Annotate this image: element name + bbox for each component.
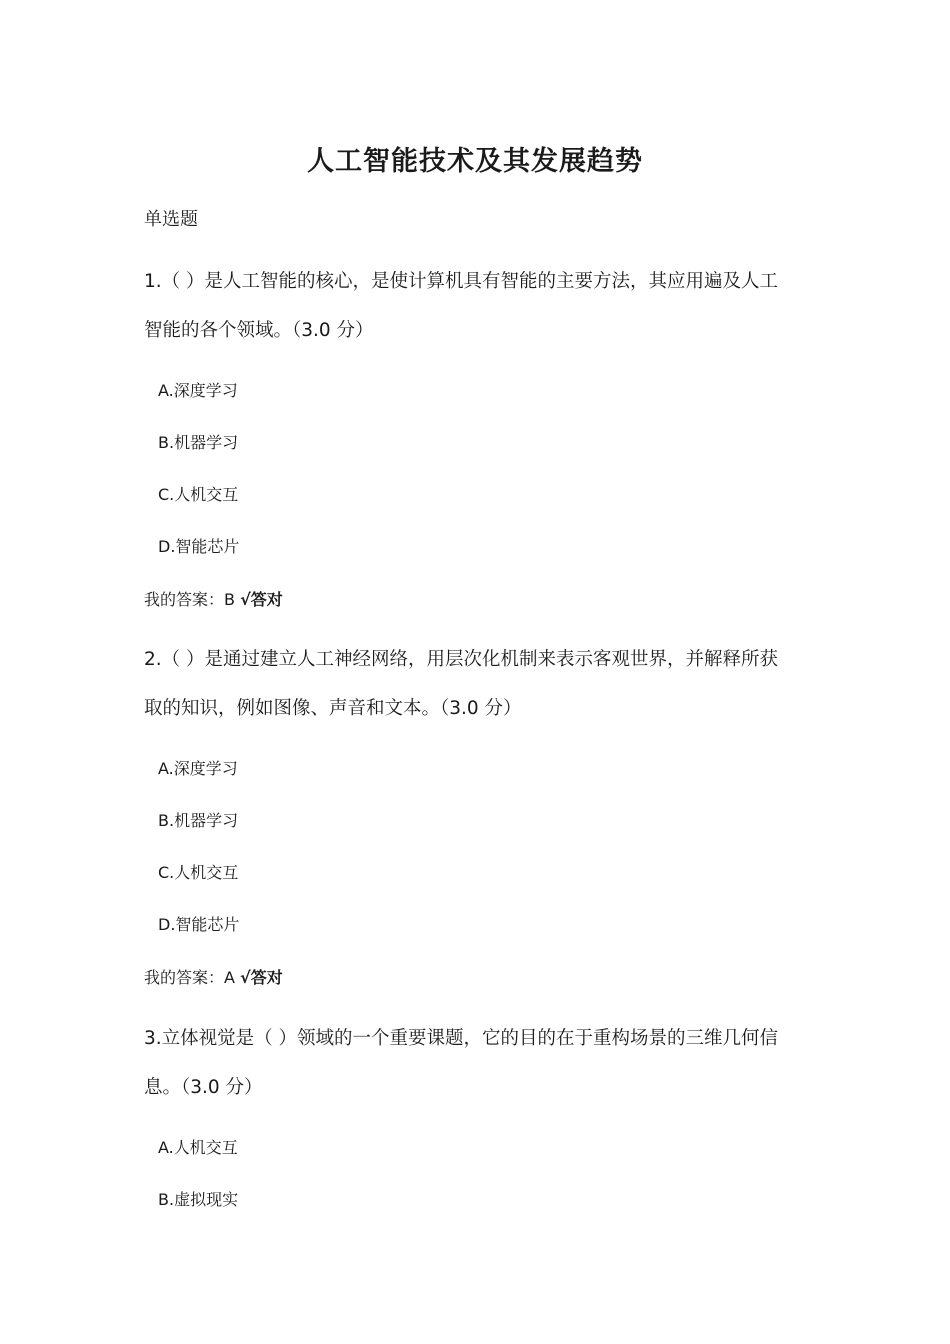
question-2-text [144,635,804,733]
document-title: 人工智能技术及其发展趋势 [307,146,643,177]
question-1-line-2: 智能的各个领域。（3.0 分） [144,320,374,341]
question-2-line-1: 2.（ ）是通过建立人工神经网络，用层次化机制来表示客观世界，并解释所获 [144,649,779,670]
question-2-option-d: D.智能芯片 [158,915,240,934]
question-1-line-1: 1.（ ）是人工智能的核心，是使计算机具有智能的主要方法，其应用遍及人工 [144,271,779,292]
question-2-answer [144,966,283,990]
question-3-option-a: A.人机交互 [158,1138,238,1157]
question-3-line-2: 息。（3.0 分） [144,1077,263,1098]
question-2-answer-label: 我的答案：A [144,968,241,987]
question-3-line-1: 3.立体视觉是（ ）领域的一个重要课题，它的目的在于重构场景的三维几何信 [144,1028,779,1049]
question-1-option-c: C.人机交互 [158,485,239,504]
question-1-answer-label: 我的答案：B [144,590,241,609]
question-1-option-b: B.机器学习 [158,433,239,452]
question-3-text [144,1014,804,1112]
question-2-option-b: B.机器学习 [158,811,239,830]
question-1-option-a: A.深度学习 [158,381,238,400]
question-2-option-c: C.人机交互 [158,863,239,882]
section-label: 单选题 [144,209,198,230]
question-2-verdict: √答对 [240,968,283,987]
question-1-option-d: D.智能芯片 [158,537,240,556]
question-3-option-b: B.虚拟现实 [158,1190,239,1209]
question-1-text [144,257,804,355]
question-1-verdict: √答对 [240,590,283,609]
question-1-answer [144,588,283,612]
question-2-line-2: 取的知识，例如图像、声音和文本。（3.0 分） [144,698,522,719]
question-2-option-a: A.深度学习 [158,759,238,778]
